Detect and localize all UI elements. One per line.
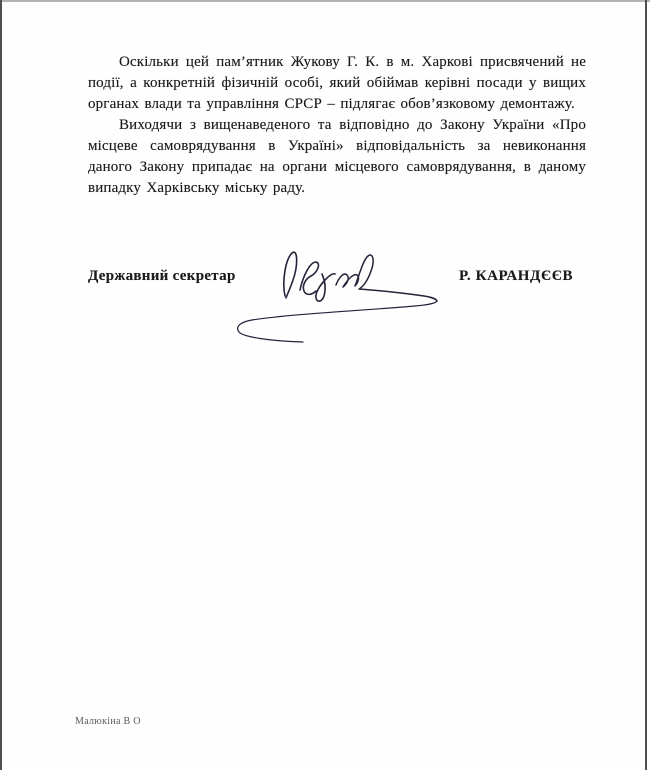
page-edge-top [0, 0, 650, 2]
handwritten-signature-icon [230, 238, 450, 348]
signatory-title: Державний секретар [88, 268, 236, 284]
page-edge-right [645, 0, 647, 770]
paragraph-responsibility: Виходячи з вищенаведеного та відповідно до Закону України «Про місцеве самоврядування в Україні» відповідальність за невиконання даного Закону припадає на органи місцевого самоврядування, в даному випадку Харківську міську раду. [88, 117, 586, 196]
paragraph-monument: Оскільки цей пам’ятник Жукову Г. К. в м. Харкові присвячений не події, а конкретній фізичній особі, який обіймав керівні посади у вищих органах влади та управління СРСР – підлягає обов’язковому демонтажу. [88, 54, 586, 112]
page-edge-left [0, 0, 2, 770]
signatory-name: Р. КАРАНДЄЄВ [459, 268, 574, 284]
executor-note: Малюкіна В О [75, 716, 141, 727]
document-body [88, 52, 586, 199]
